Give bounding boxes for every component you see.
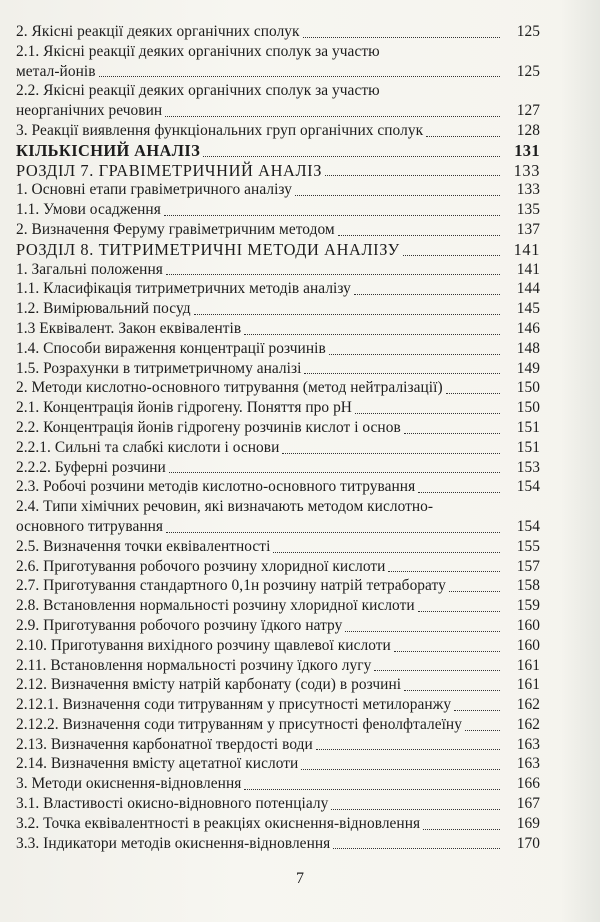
toc-entry-title: 1.2. Вимірювальний посуд [16, 300, 191, 318]
toc-entry-title: 2.3. Робочі розчини методів кислотно-основного титрування [16, 478, 416, 496]
toc-leader-dots [169, 472, 500, 473]
toc-leader-dots [282, 453, 500, 454]
toc-entry-title: 2.6. Приготування робочого розчину хлоридної кислоти [16, 557, 386, 575]
toc-page-number: 150 [516, 379, 540, 397]
toc-entry-title: 2. Визначення Феруму гравіметричним методом [16, 220, 335, 238]
toc-entry [16, 398, 540, 418]
toc-leader-dots [244, 334, 500, 335]
toc-leader-dots [166, 274, 500, 275]
toc-page-number: 163 [516, 755, 540, 773]
toc-entry [16, 557, 540, 577]
toc-leader-dots [295, 195, 500, 196]
toc-page-number: 159 [516, 597, 540, 615]
toc-page-number: 167 [516, 795, 540, 813]
toc-page-number: 141 [516, 260, 540, 278]
toc-entry-title: РОЗДІЛ 7. ГРАВІМЕТРИЧНИЙ АНАЛІЗ [16, 160, 323, 180]
toc-leader-dots [418, 611, 500, 612]
toc-entry [16, 616, 540, 636]
toc-page-number: 155 [516, 537, 540, 555]
toc-page-number: 161 [516, 656, 540, 674]
toc-page-number: 137 [516, 220, 540, 238]
toc-entry-title: 2.12.1. Визначення соди титруванням у присутності метилоранжу [16, 696, 452, 714]
toc-leader-dots [244, 789, 500, 790]
toc-page-number: 166 [516, 775, 540, 793]
toc-page-number: 158 [516, 577, 540, 595]
toc-entry [16, 458, 540, 478]
toc-entry-title: 1.5. Розрахунки в титриметричному аналізі [16, 359, 302, 377]
toc-entry-title: РОЗДІЛ 8. ТИТРИМЕТРИЧНІ МЕТОДИ АНАЛІЗУ [16, 239, 400, 259]
toc-leader-dots [404, 690, 500, 691]
toc-entry [16, 141, 540, 161]
toc-page-number: 150 [516, 399, 540, 417]
toc-entry-title: 2.1. Якісні реакції деяких органічних сполук за участю [16, 42, 380, 60]
toc-leader-dots [355, 413, 500, 414]
toc-page-number: 154 [516, 478, 540, 496]
toc-entry [16, 299, 540, 319]
toc-leader-dots [329, 354, 500, 355]
toc-leader-dots [303, 37, 500, 38]
toc-leader-dots [325, 175, 500, 176]
toc-entry-title: 2.8. Встановлення нормальності розчину хлоридної кислоти [16, 597, 415, 615]
toc-page-number: 146 [516, 319, 540, 337]
toc-leader-dots [166, 532, 500, 533]
toc-entry-title: 3.2. Точка еквівалентності в реакціях окиснення-відновлення [16, 814, 421, 832]
toc-entry [16, 418, 540, 438]
toc-page-number: 153 [516, 458, 540, 476]
toc-page-number: 160 [516, 616, 540, 634]
toc-page-number: 133 [513, 160, 540, 180]
toc-entry-title: 1.1. Класифікація титриметричних методів аналізу [16, 280, 351, 298]
toc-entry-title: КІЛЬКІСНИЙ АНАЛІЗ [16, 140, 201, 160]
toc-entry [16, 596, 540, 616]
toc-page-number: 135 [516, 201, 540, 219]
toc-entry-title: 1. Основні етапи гравіметричного аналізу [16, 181, 292, 199]
toc-entry [16, 180, 540, 200]
toc-entry-title: 2.2. Якісні реакції деяких органічних сполук за участю [16, 82, 380, 100]
toc-page-number: 163 [516, 735, 540, 753]
toc-page-number: 133 [516, 181, 540, 199]
toc-page-number: 127 [516, 102, 540, 120]
toc-entry-title: 2.11. Встановлення нормальності розчину їдкого лугу [16, 656, 372, 674]
toc-entry-title: 1.4. Способи вираження концентрації розчинів [16, 339, 326, 357]
toc-entry-title-continued: неорганічних речовин [16, 102, 163, 120]
toc-entry [16, 794, 540, 814]
toc-entry [16, 22, 540, 42]
toc-leader-dots [423, 829, 500, 830]
toc-page-number: 151 [516, 438, 540, 456]
toc-page-number: 125 [516, 23, 540, 40]
toc-entry [16, 735, 540, 755]
toc-entry-title-continued: метал-йонів [16, 62, 96, 80]
toc-entry [16, 438, 540, 458]
toc-entry-title: 2.7. Приготування стандартного 0,1н розчину натрій тетраборату [16, 577, 446, 595]
toc-page-number: 148 [516, 339, 540, 357]
toc-entry-title: 2.14. Визначення вмісту ацетатної кислоти [16, 755, 299, 773]
toc-entry [16, 497, 540, 537]
toc-entry-title: 2.13. Визначення карбонатної твердості води [16, 735, 313, 753]
toc-entry [16, 378, 540, 398]
toc-page-number: 141 [513, 239, 540, 259]
toc-entry [16, 240, 540, 260]
toc-entry [16, 636, 540, 656]
toc-page-number: 157 [516, 557, 540, 575]
toc-entry-title: 2. Методи кислотно-основного титрування (метод нейтралізації) [16, 379, 443, 397]
toc-page-number: 160 [516, 636, 540, 654]
toc-leader-dots [194, 314, 500, 315]
toc-leader-dots [345, 631, 500, 632]
toc-entry [16, 121, 540, 141]
toc-leader-dots [449, 591, 500, 592]
toc-entry [16, 695, 540, 715]
toc-entry-title: 1.3 Еквівалент. Закон еквівалентів [16, 319, 242, 337]
toc-entry [16, 260, 540, 280]
toc-entry-title: 2.10. Приготування вихідного розчину щавлевої кислоти [16, 636, 391, 654]
toc-entry-title: 2.4. Типи хімічних речовин, які визначають методом кислотно- [16, 498, 434, 516]
toc-entry-title: 2. Якісні реакції деяких органічних сполук [16, 23, 300, 40]
toc-leader-dots [333, 848, 500, 849]
toc-leader-dots [388, 571, 500, 572]
toc-leader-dots [165, 116, 500, 117]
toc-entry-title: 2.9. Приготування робочого розчину їдкого натру [16, 616, 343, 634]
toc-entry [16, 279, 540, 299]
table-of-contents [16, 22, 540, 853]
toc-entry [16, 42, 540, 82]
toc-leader-dots [404, 433, 500, 434]
toc-page-number: 151 [516, 418, 540, 436]
toc-entry [16, 537, 540, 557]
toc-entry-title: 3. Методи окиснення-відновлення [16, 775, 242, 793]
toc-entry [16, 319, 540, 339]
toc-page-number: 169 [516, 814, 540, 832]
toc-entry [16, 834, 540, 854]
toc-entry-title: 1. Загальні положення [16, 260, 163, 278]
toc-leader-dots [273, 552, 500, 553]
toc-entry-title: 3. Реакції виявлення функціональних груп органічних сполук [16, 121, 424, 139]
toc-leader-dots [203, 156, 500, 157]
toc-leader-dots [338, 235, 500, 236]
toc-leader-dots [454, 710, 500, 711]
toc-entry [16, 359, 540, 379]
page-edge-shadow [560, 0, 600, 922]
toc-page-number: 170 [516, 834, 540, 852]
toc-leader-dots [426, 136, 500, 137]
toc-entry [16, 81, 540, 121]
toc-leader-dots [446, 393, 500, 394]
toc-leader-dots [394, 651, 500, 652]
toc-leader-dots [418, 492, 500, 493]
toc-leader-dots [403, 255, 500, 256]
toc-entry [16, 200, 540, 220]
toc-entry-title: 2.2. Концентрація йонів гідрогену розчинів кислот і основ [16, 418, 401, 436]
toc-page-number: 154 [516, 517, 540, 535]
toc-page-number: 144 [516, 280, 540, 298]
toc-leader-dots [99, 76, 500, 77]
toc-page-number: 162 [516, 715, 540, 733]
toc-entry [16, 576, 540, 596]
toc-page-number: 149 [516, 359, 540, 377]
toc-page-number: 145 [516, 300, 540, 318]
toc-leader-dots [465, 730, 500, 731]
toc-entry [16, 715, 540, 735]
toc-leader-dots [331, 809, 500, 810]
toc-leader-dots [304, 373, 500, 374]
toc-entry-title: 2.5. Визначення точки еквівалентності [16, 537, 271, 555]
page-number: 7 [296, 870, 304, 887]
toc-entry [16, 675, 540, 695]
toc-entry [16, 477, 540, 497]
toc-entry [16, 161, 540, 181]
toc-leader-dots [316, 749, 500, 750]
toc-page-number: 161 [516, 676, 540, 694]
toc-entry-title-continued: основного титрування [16, 517, 164, 535]
toc-entry [16, 774, 540, 794]
toc-entry-title: 3.3. Індикатори методів окиснення-відновлення [16, 834, 331, 852]
toc-entry [16, 220, 540, 240]
toc-page-number: 128 [516, 121, 540, 139]
toc-page-number: 131 [514, 140, 540, 160]
toc-entry-title: 2.2.2. Буферні розчини [16, 458, 166, 476]
toc-leader-dots [164, 215, 500, 216]
toc-entry [16, 656, 540, 676]
toc-leader-dots [354, 294, 500, 295]
toc-entry-title: 2.1. Концентрація йонів гідрогену. Поняття про рН [16, 399, 352, 417]
toc-entry-title: 2.2.1. Сильні та слабкі кислоти і основи [16, 438, 280, 456]
toc-entry-title: 2.12.2. Визначення соди титруванням у присутності фенолфталеїну [16, 715, 462, 733]
toc-leader-dots [374, 670, 500, 671]
toc-page-number: 125 [516, 62, 540, 80]
toc-leader-dots [301, 769, 500, 770]
toc-entry [16, 814, 540, 834]
toc-entry-title: 3.1. Властивості окисно-відновного потенціалу [16, 795, 329, 813]
toc-entry [16, 339, 540, 359]
toc-page-number: 162 [516, 696, 540, 714]
toc-entry-title: 2.12. Визначення вмісту натрій карбонату (соди) в розчині [16, 676, 402, 694]
toc-entry [16, 754, 540, 774]
toc-entry-title: 1.1. Умови осадження [16, 201, 161, 219]
